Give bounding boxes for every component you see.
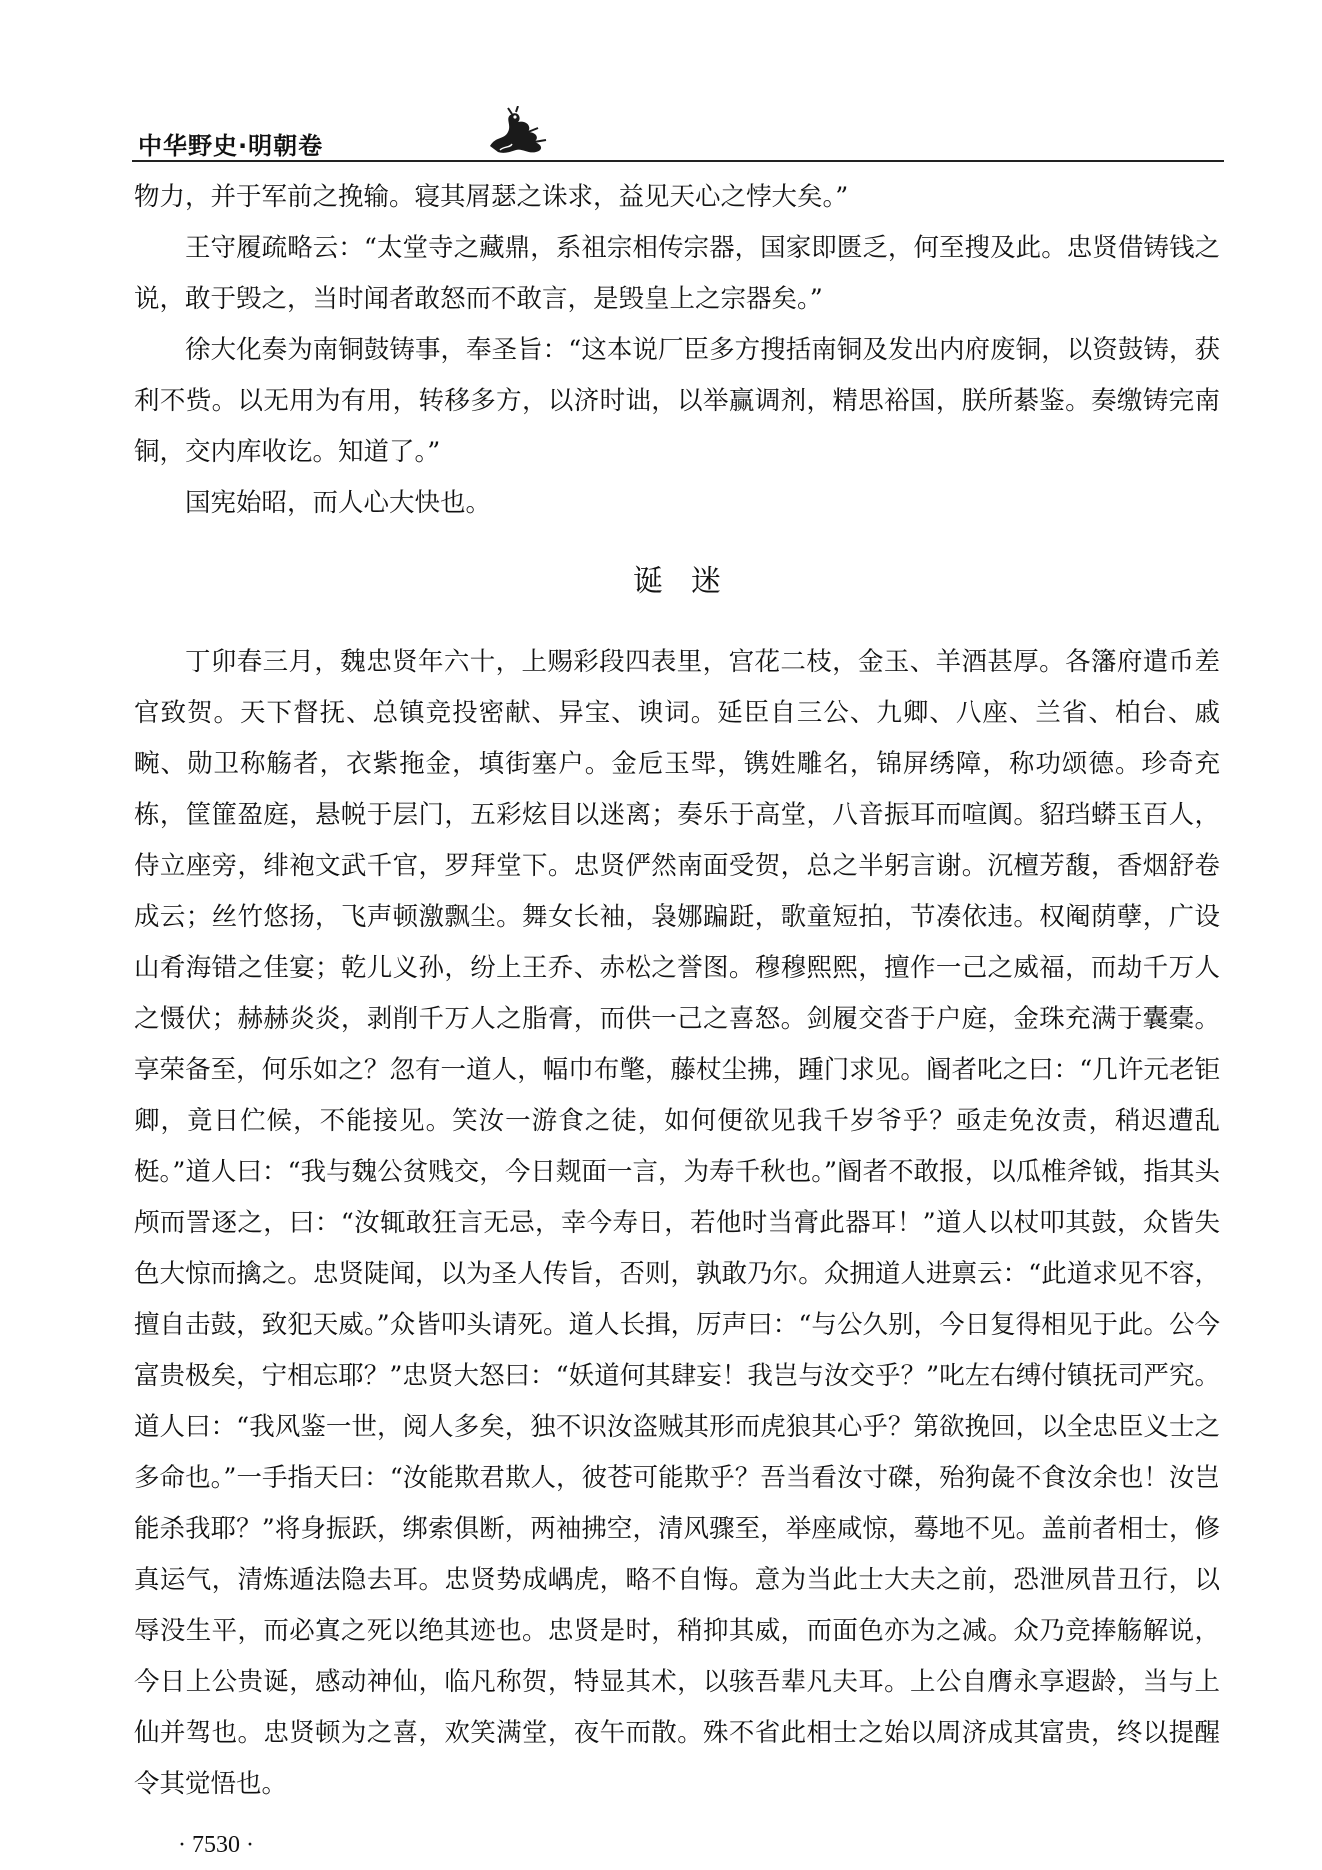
main-text	[134, 172, 1220, 1810]
paragraph: 徐大化奏为南铜鼓铸事，奉圣旨：“这本说厂臣多方搜括南铜及发出内府废铜，以资鼓铸，获利不赀。以无用为有用，转移多方，以济时诎，以举赢调剂，精思裕国，朕所綦鉴。奏缴铸完南铜，交内库收讫。知道了。”	[134, 335, 1220, 467]
running-header	[132, 118, 1232, 178]
dragon-icon	[482, 106, 554, 158]
paragraph: 国宪始昭，而人心大快也。	[185, 488, 492, 518]
paragraph: 丁卯春三月，魏忠贤年六十，上赐彩段四表里，宫花二枝，金玉、羊酒甚厚。各籓府遣币差官致贺。天下督抚、总镇竞投密献、异宝、谀词。延臣自三公、九卿、八座、兰省、柏台、戚畹、勋卫称觞者，衣紫拖金，填街塞户。金卮玉斝，镌姓雕名，锦屏绣障，称功颂德。珍奇充栋，筐篚盈庭，悬帨于层门，五彩炫目以迷离；奏乐于高堂，八音振耳而喧阗。貂珰蟒玉百人，侍立座旁，绯袍文武千官，罗拜堂下。忠贤俨然南面受贺，总之半躬言谢。沉檀芳馥，香烟舒卷成云；丝竹悠扬，飞声顿激飘尘。舞女长袖，袅娜蹁跹，歌童短拍，节凑依违。权阉荫孽，广设山肴海错之佳宴；乾儿义孙，纷上王乔、赤松之誉图。穆穆熙熙，擅作一己之威福，而劫千万人之慑伏；赫赫炎炎，剥削千万人之脂膏，而供一己之喜怒。剑履交沓于户庭，金珠充满于囊橐。享荣备至，何乐如之？忽有一道人，幅巾布氅，藤杖尘拂，踵门求见。阍者叱之曰：“几许元老钜卿，竟日伫候，不能接见。笑汝一游食之徒，如何便欲见我千岁爷乎？亟走免汝责，稍迟遭乱梃。”道人曰：“我与魏公贫贱交，今日觌面一言，为寿千秋也。”阍者不敢报，以瓜椎斧钺，指其头颅而詈逐之，曰：“汝辄敢狂言无忌，幸今寿日，若他时当膏此器耳！”道人以杖叩其鼓，众皆失色大惊而擒之。忠贤陡闻，以为圣人传旨，否则，孰敢乃尔。众拥道人进禀云：“此道求见不容，擅自击鼓，致犯天威。”众皆叩头请死。道人长揖，厉声曰：“与公久别，今日复得相见于此。公今富贵极矣，宁相忘耶？”忠贤大怒曰：“妖道何其肆妄！我岂与汝交乎？”叱左右缚付镇抚司严究。道人曰：“我风鉴一世，阅人多矣，独不识汝盗贼其形而虎狼其心乎？第欲挽回，以全忠臣义士之多命也。”一手指天曰：“汝能欺君欺人，彼苍可能欺乎？吾当看汝寸磔，殆狗彘不食汝余也！汝岂能杀我耶？”将身振跃，绑索俱断，两袖拂空，清风骤至，举座咸惊，蓦地不见。盖前者相士，修真运气，清炼遁法隐去耳。忠贤势成嵎虎，略不自悔。意为当此士大夫之前，恐泄夙昔丑行，以辱没生平，而必寘之死以绝其迹也。忠贤是时，稍抑其威，而面色亦为之减。众乃竞捧觞解说，今日上公贵诞，感动神仙，临凡称贺，特显其术，以骇吾辈凡夫耳。上公自膺永享遐龄，当与上仙并驾也。忠贤顿为之喜，欢笑满堂，夜午而散。殊不省此相士之始以周济成其富贵，终以提醒令其觉悟也。	[134, 647, 1220, 1799]
header-rule	[132, 160, 1224, 162]
paragraph: 王守履疏略云：“太堂寺之藏鼎，系祖宗相传宗器，国家即匮乏，何至搜及此。忠贤借铸钱之说，敢于毁之，当时闻者敢怒而不敢言，是毁皇上之宗器矣。”	[134, 233, 1220, 314]
paragraph: 物力，并于军前之挽输。寝其屑瑟之诛求，益见天心之悖大矣。”	[134, 182, 849, 212]
page-number: · 7530 ·	[178, 1832, 254, 1858]
section-title: 诞迷	[633, 564, 749, 599]
running-header-title: 中华野史·明朝卷	[138, 132, 324, 160]
